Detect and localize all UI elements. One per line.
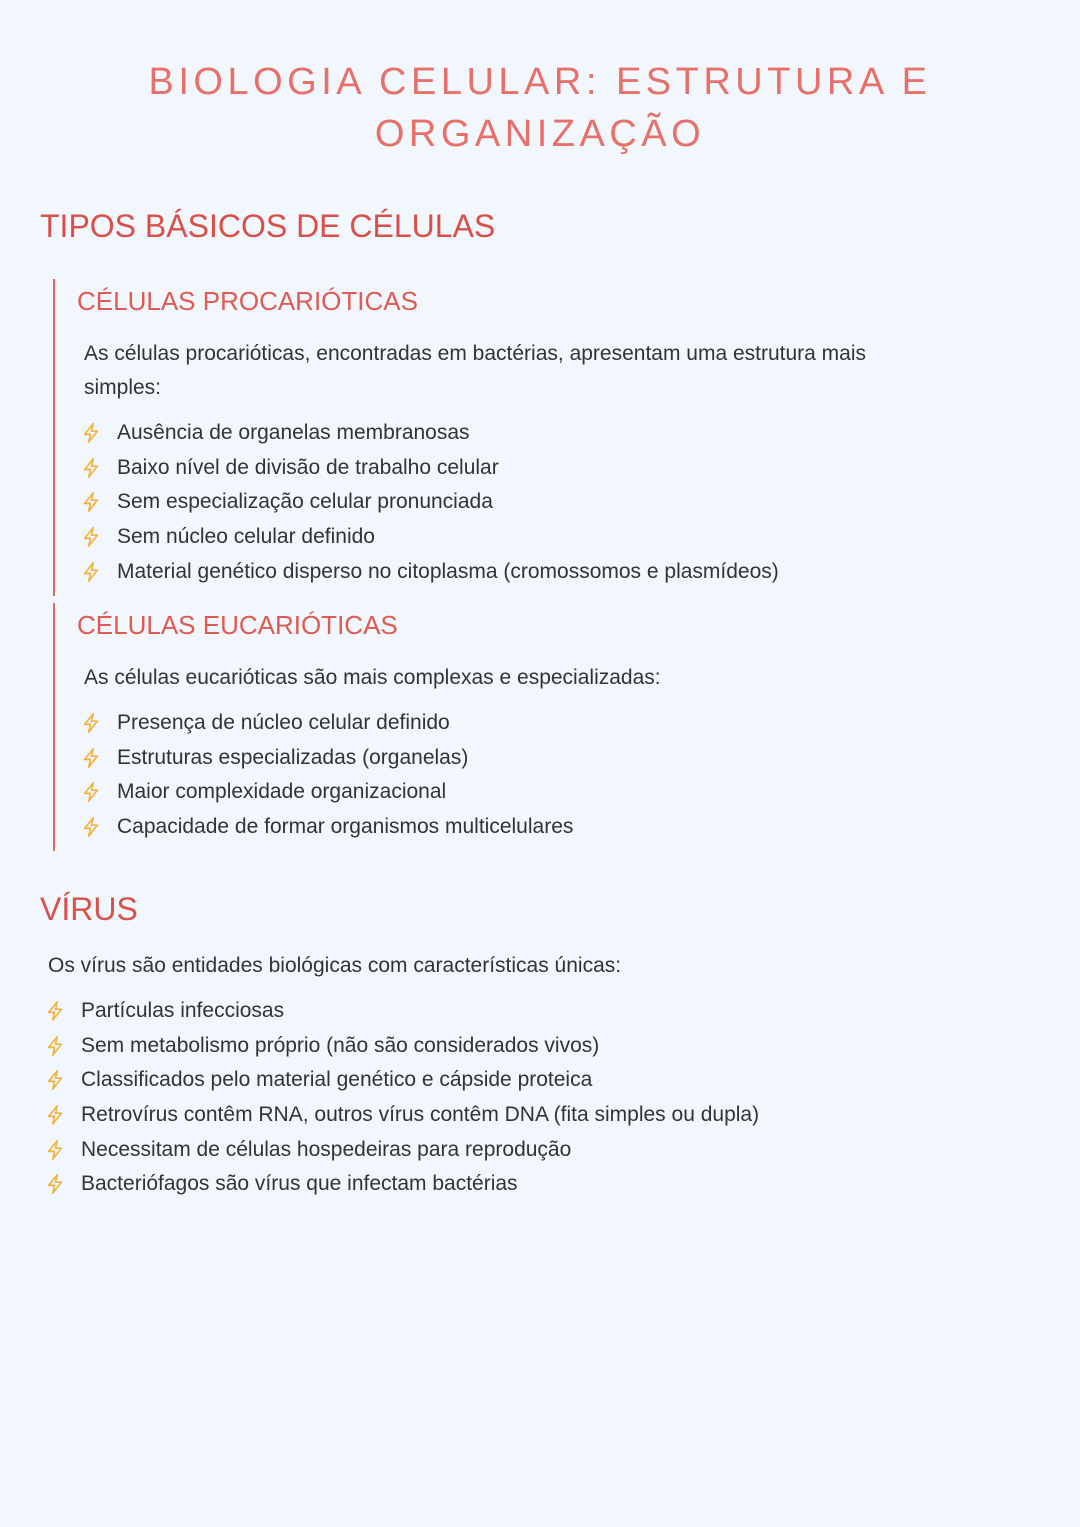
cell-types-heading: TIPOS BÁSICOS DE CÉLULAS <box>40 208 496 244</box>
lightning-bolt-icon <box>44 1069 66 1091</box>
virus-item-text: Partículas infecciosas <box>81 999 285 1022</box>
lightning-bolt-icon <box>80 457 102 479</box>
eukaryotic-heading: CÉLULAS EUCARIÓTICAS <box>77 610 398 640</box>
virus-intro: Os vírus são entidades biológicas com características únicas: <box>48 954 622 977</box>
lightning-bolt-icon <box>44 1139 66 1161</box>
prokaryotic-item-text: Ausência de organelas membranosas <box>117 421 470 444</box>
lightning-bolt-icon <box>80 712 102 734</box>
eukaryotic-intro: As células eucarióticas são mais complexas e especializadas: <box>84 666 661 689</box>
lightning-bolt-icon <box>80 526 102 548</box>
prokaryotic-heading: CÉLULAS PROCARIÓTICAS <box>77 286 418 316</box>
lightning-bolt-icon <box>44 1035 66 1057</box>
virus-heading: VÍRUS <box>40 891 138 927</box>
eukaryotic-item-text: Estruturas especializadas (organelas) <box>117 745 469 769</box>
virus-item-text: Bacteriófagos são vírus que infectam bactérias <box>81 1172 518 1196</box>
lightning-bolt-icon <box>44 1104 66 1126</box>
eukaryotic-item-text: Capacidade de formar organismos multicelulares <box>117 815 574 839</box>
lightning-bolt-icon <box>80 781 102 803</box>
prokaryotic-item-text: Sem especialização celular pronunciada <box>117 490 493 514</box>
eukaryotic-item-text: Maior complexidade organizacional <box>117 780 447 804</box>
prokaryotic-intro-line-2: simples: <box>84 376 162 399</box>
prokaryotic-item-text: Material genético disperso no citoplasma (cromossomos e plasmídeos) <box>117 559 779 583</box>
eukaryotic-accent-bar <box>53 603 55 851</box>
lightning-bolt-icon <box>80 561 102 583</box>
lightning-bolt-icon <box>80 491 102 513</box>
prokaryotic-item-text: Sem núcleo celular definido <box>117 525 375 549</box>
virus-item-text: Classificados pelo material genético e cápside proteica <box>81 1068 593 1092</box>
lightning-bolt-icon <box>44 1000 66 1022</box>
lightning-bolt-icon <box>80 747 102 769</box>
lightning-bolt-icon <box>80 422 102 444</box>
prokaryotic-item-text: Baixo nível de divisão de trabalho celular <box>117 455 499 479</box>
prokaryotic-intro <box>84 337 984 405</box>
page-title-line-2: ORGANIZAÇÃO <box>374 113 706 155</box>
virus-item-text: Necessitam de células hospedeiras para reprodução <box>81 1137 572 1161</box>
virus-item-text: Retrovírus contêm RNA, outros vírus contêm DNA (fita simples ou dupla) <box>81 1103 760 1127</box>
lightning-bolt-icon <box>80 816 102 838</box>
eukaryotic-item-text: Presença de núcleo celular definido <box>117 711 450 734</box>
virus-item-text: Sem metabolismo próprio (não são considerados vivos) <box>81 1033 600 1057</box>
prokaryotic-accent-bar <box>53 279 55 596</box>
prokaryotic-intro-line-1: As células procarióticas, encontradas em bactérias, apresentam uma estrutura mais <box>84 342 867 365</box>
page-title <box>120 56 960 160</box>
lightning-bolt-icon <box>44 1173 66 1195</box>
page-title-line-1: BIOLOGIA CELULAR: ESTRUTURA E <box>148 61 932 103</box>
